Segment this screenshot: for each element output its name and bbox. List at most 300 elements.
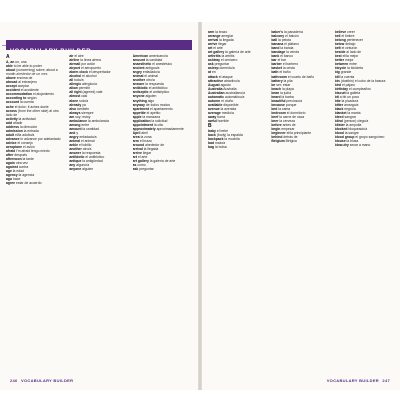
entry-term: animal (132, 74, 144, 79)
entry-definition: el antiséptico (149, 90, 170, 95)
entry-term: arrive (132, 151, 142, 156)
entry-term: art (208, 46, 213, 51)
entry-definition: otro/a (82, 147, 92, 152)
entry-definition: la avenida (220, 106, 237, 111)
entry-definition: añadir (12, 120, 23, 125)
entry-term: all right (69, 90, 82, 95)
entry-term: bicycle (334, 66, 347, 71)
entry-term: area (132, 134, 140, 139)
entry-definition: la ambulancia (88, 118, 109, 123)
entry-term: barber (271, 62, 282, 67)
entry-definition: el antibiótico (85, 155, 105, 160)
entry-term: arrive (208, 42, 218, 47)
entry-definition: el apetito (146, 110, 161, 115)
entry-definition: sangrar (344, 114, 356, 119)
entry-term: afternoon (6, 157, 22, 162)
entry-definition: Australia (223, 86, 237, 91)
entry-term: attractive (208, 78, 224, 83)
entry-definition: todo/a (74, 78, 84, 83)
entry-term: antique (69, 159, 82, 164)
entry-term: am (69, 114, 75, 119)
entry-term: awful (208, 119, 217, 124)
section-header (6, 40, 192, 55)
entry-definition: de todos modos (145, 102, 171, 107)
entry-term: across (6, 108, 17, 113)
entry-definition: la bolsa (214, 145, 227, 150)
entry-term: account (6, 100, 19, 105)
entry-term: ankle (69, 143, 78, 148)
entry-term: able (6, 64, 13, 69)
entry-term: agree (6, 181, 16, 186)
entry-definition: el antibiótico (148, 86, 168, 91)
entry-definition: el dormitorio (286, 110, 306, 115)
section-letter: B (208, 123, 212, 130)
entry-term: always (69, 110, 81, 115)
entry-definition: el animal (81, 138, 95, 143)
entry-term: art (132, 155, 137, 160)
entry-term: beautiful (271, 98, 286, 103)
entry-definition: el baño (279, 70, 291, 75)
entry-definition: la solicitud (151, 118, 168, 123)
entry-term: accept (6, 84, 17, 89)
entry-definition: también (77, 106, 90, 111)
entry-definition: como (137, 163, 146, 168)
entry-definition: (dustbin) el cubo de la basura (340, 78, 386, 83)
entry-definition: secar a mano (349, 143, 371, 148)
page-number: 246 (10, 378, 18, 383)
entry-definition: aproximadamente (156, 126, 184, 131)
entry-definition: arreglar (221, 34, 234, 39)
entry-definition: al lado de (346, 50, 362, 55)
entry-term: anything (132, 98, 147, 103)
entry-term: angry (132, 70, 142, 75)
entry-term: another (69, 147, 82, 152)
entry-term: advice (6, 140, 17, 145)
entry-term: biscuit (334, 90, 346, 95)
entry-term: avenue (208, 106, 220, 111)
right-page (202, 22, 400, 390)
entry-definition: (concerning) sobre; about a month (6, 68, 58, 77)
entry-term: black (334, 106, 344, 111)
entry-term: airport (69, 66, 81, 71)
entry-term: best (334, 54, 342, 59)
entry-definition: mejor (345, 58, 354, 63)
entry-term: battery (271, 78, 283, 83)
entry-definition: la dirección (19, 124, 38, 129)
entry-definition: la ampolla (345, 123, 362, 128)
entry-definition: porque (285, 102, 297, 107)
footer-label: VOCABULARY BUILDER (21, 378, 74, 383)
entry-term: advance (6, 136, 20, 141)
right-col-2 (271, 30, 330, 370)
entry-definition: el tobillo (78, 143, 92, 148)
entry-definition: el cenicero (221, 58, 238, 63)
entry-definition: la edad (12, 169, 24, 174)
entry-definition: (person) ciego/a (343, 119, 369, 124)
entry-term: answer (132, 82, 145, 87)
entry-definition: atractivo/a (224, 78, 240, 83)
entry-definition: la cuenta (19, 100, 34, 105)
entry-term: bird (334, 82, 342, 87)
entry-definition: el pájaro (342, 82, 356, 87)
entry-term: as (132, 163, 137, 168)
entry-term: bitter (334, 102, 344, 107)
entry-term: American (132, 54, 149, 58)
entry-definition: el balcón (285, 34, 299, 39)
entry-term: bath (271, 70, 279, 75)
entry-term: arrange (208, 34, 221, 39)
entry-definition: siempre (81, 110, 94, 115)
entry-term: belong (334, 38, 346, 43)
entry-term: arrival (208, 38, 219, 43)
entry-term: ache (6, 104, 14, 109)
entry-definition: la cantidad (82, 126, 99, 131)
entry-term: arrival (132, 147, 143, 152)
entry-definition: ya (82, 102, 86, 107)
entry-term: again (6, 161, 15, 166)
entry-definition: la llegada (143, 147, 159, 152)
entry-term: back (208, 133, 216, 138)
entry-definition: el aeropuerto (81, 66, 102, 71)
entry-term: abroad (6, 80, 18, 85)
entry-term: between (334, 62, 349, 67)
entry-term: blood group (334, 135, 355, 140)
entry-term: bank (271, 54, 280, 59)
entry-term: beginner (271, 131, 286, 136)
entry-definition: el/la principiante (286, 131, 312, 136)
entry-term: airmail (69, 62, 81, 67)
vocab-entry (271, 139, 330, 143)
entry-definition: la playa (282, 86, 294, 91)
entry-definition: la judía (280, 90, 292, 95)
entry-term: bedroom (271, 110, 286, 115)
entry-definition: la picadura (341, 98, 359, 103)
entry-definition: abril (141, 130, 148, 135)
section-title: VOCABULARY BUILDER (10, 49, 92, 55)
entry-term: A, an (6, 60, 15, 64)
entry-definition: la brazo (215, 30, 228, 34)
entry-term: another (132, 78, 146, 83)
entry-term: big (334, 70, 340, 75)
entry-definition: (from the other side) al otro lado de (6, 108, 59, 117)
entry-definition: medio/a (221, 110, 234, 115)
entry-definition: bloqueado/a (348, 127, 368, 132)
entry-definition: alguno/a (76, 163, 90, 168)
entry-term: art gallery (132, 159, 149, 164)
entry-term: approximately (132, 126, 156, 131)
entry-definition: malo/a (214, 141, 226, 146)
entry-term: ambulance (69, 118, 88, 123)
entry-definition: disponible (223, 102, 239, 107)
entry-term: blanket (334, 110, 347, 115)
vocab-entry (335, 143, 394, 147)
entry-term: blister (334, 123, 345, 128)
entry-term: antibiotic (69, 155, 85, 160)
entry-definition: agosto (220, 82, 231, 87)
entry-definition: el banco (280, 54, 294, 59)
entry-term: backpack (208, 137, 224, 142)
entry-definition: la banda (280, 46, 294, 51)
entry-definition: (body) la espalda (216, 133, 243, 138)
entry-term: air (69, 54, 74, 58)
entry-term: bandage (271, 50, 286, 55)
entry-term: bit (334, 94, 339, 99)
entry-term: address (6, 124, 20, 129)
entry-definition: la tarde (22, 157, 34, 162)
entry-definition: alguien (145, 94, 157, 99)
entry-definition: debajo (345, 42, 356, 47)
entry-term: Australia (208, 86, 223, 91)
entry-term: beef (271, 114, 279, 119)
entry-definition: el alcohol (82, 74, 97, 79)
entry-definition: creer (347, 30, 355, 34)
entry-term: band (271, 46, 280, 51)
entry-term: blind (334, 119, 343, 124)
entry-term: afraid (6, 149, 16, 154)
entry-term: available (208, 102, 223, 107)
entry-definition: la manta (347, 110, 361, 115)
entry-definition: enfadado/a (142, 70, 160, 75)
entry-definition: el barbero (282, 62, 299, 67)
entry-term: before (271, 123, 282, 128)
entry-term: and (69, 130, 76, 135)
entry-definition: el alojamiento (32, 92, 54, 97)
entry-term: birthday (334, 86, 349, 91)
entry-definition: estar de acuerdo (16, 181, 42, 186)
entry-definition: preguntar (214, 62, 230, 67)
entry-definition: el bebé (216, 129, 228, 134)
entry-term: activity (6, 116, 18, 121)
entry-definition: la línea aérea (80, 58, 101, 63)
entry-term: antiseptic (132, 90, 149, 95)
entry-definition: la manzana (142, 114, 160, 119)
entry-definition: alérgico/a (82, 82, 97, 87)
entry-term: Belgium (271, 139, 285, 144)
entry-term: anyone (69, 167, 82, 172)
entry-term: admission (6, 128, 23, 133)
entry-definition: la mochila (224, 137, 240, 142)
entry-term: art gallery (208, 50, 225, 55)
entry-term: angry (69, 134, 79, 139)
entry-term: antibiotic (132, 86, 148, 91)
entry-definition: encima de (16, 76, 33, 81)
entry-definition: la respuesta (81, 151, 101, 156)
entry-term: beach (271, 86, 282, 91)
left-columns (6, 54, 192, 370)
entry-definition: detrás de (283, 135, 298, 140)
entry-term: average (208, 110, 221, 115)
entry-term: asleep (208, 66, 219, 71)
entry-definition: (agreed) vale (82, 90, 103, 95)
entry-term: bad (208, 141, 215, 146)
entry-term: animal (69, 138, 81, 143)
entry-term: beer (271, 119, 279, 124)
left-col-1 (6, 54, 65, 370)
entry-definition: amargo/a (344, 102, 359, 107)
entry-term: bag (208, 145, 215, 150)
entry-definition: la respuesta (145, 82, 164, 87)
entry-definition: la panadería (284, 30, 303, 34)
entry-term: among (69, 122, 81, 127)
entry-term: baby (208, 129, 216, 134)
entry-definition: grande (340, 70, 352, 75)
entry-term: after (6, 153, 14, 158)
entry-term: apartment (132, 106, 150, 111)
entry-term: at (208, 70, 212, 75)
entry-definition: después (14, 153, 28, 158)
entry-term: accident (6, 88, 20, 93)
entry-definition: la bicicleta (347, 66, 363, 71)
entry-term: almost (69, 94, 81, 99)
entry-definition: la galería de arte (149, 159, 176, 164)
entry-definition: el cuarto de baño (287, 74, 315, 79)
right-col-3 (335, 30, 394, 370)
entry-term: attack (208, 74, 218, 79)
entry-definition: negro/a (344, 106, 356, 111)
entry-term: ashtray (208, 58, 221, 63)
entry-term: bar (271, 58, 277, 63)
entry-term: bed (271, 106, 278, 111)
entry-term: arm (208, 30, 215, 34)
entry-definition: el ataque (218, 74, 233, 79)
page-number: 247 (382, 378, 390, 383)
entry-definition: in advance por adelantado (20, 136, 61, 141)
vocab-entry (6, 68, 65, 76)
entry-definition: el/la adulto/a (15, 132, 35, 137)
entry-definition: I'm afraid tengo miedo (16, 149, 50, 154)
vocab-entry (208, 145, 267, 149)
entry-definition: enfadado/a (79, 134, 97, 139)
entry-definition: a bit un poco (339, 94, 360, 99)
entry-definition: horrible (217, 119, 229, 124)
entry-term: bathroom (271, 74, 287, 79)
entry-term: ask (132, 167, 139, 172)
left-col-3 (133, 54, 192, 370)
entry-term: also (69, 106, 77, 111)
entry-definition: la barba (281, 94, 294, 99)
entry-term: above (6, 76, 16, 81)
entry-definition: según (27, 96, 37, 101)
entry-term: amount (132, 58, 145, 63)
entry-definition: to be able to poder (13, 64, 43, 69)
entry-term: around (132, 143, 145, 148)
entry-term: bell (334, 34, 341, 39)
entry-term: autumn (208, 98, 221, 103)
left-col-2 (69, 54, 128, 370)
entry-term: beside (334, 50, 346, 55)
entry-definition: solo/a (79, 98, 89, 103)
entry-term: ago (6, 177, 13, 182)
entry-definition: la cerveza (279, 119, 295, 124)
entry-definition: soy; estoy (75, 114, 91, 119)
entry-definition: entre (349, 62, 357, 67)
entry-definition: otra vez (15, 161, 28, 166)
entry-term: all (69, 78, 74, 83)
entry-term: belt (334, 46, 341, 51)
entry-term: arthritis (208, 54, 221, 59)
entry-definition: otro/a (146, 78, 155, 83)
entry-definition: el apartamento (150, 106, 173, 111)
entry-term: ball (271, 38, 278, 43)
entry-term: against (6, 165, 18, 170)
entry-definition: la carne de vaca (279, 114, 305, 119)
entry-definition: el/la mejor (342, 54, 359, 59)
left-page (0, 22, 198, 390)
entry-definition: la pila (283, 78, 293, 83)
entry-definition: preguntar (139, 167, 154, 172)
entry-definition: el dolor; it aches duele (14, 104, 49, 109)
entry-definition: automático/a (224, 94, 245, 99)
entry-definition: el otoño (221, 98, 234, 103)
entry-definition: el cumpleaños (349, 86, 371, 91)
vocab-entry (6, 109, 65, 117)
entry-term: alone (69, 98, 79, 103)
entry-definition: el aire (74, 54, 84, 58)
entry-term: because (271, 102, 285, 107)
entry-definition: la pelota (278, 38, 291, 43)
entry-term: appointment (132, 122, 153, 127)
entry-definition: el plátano (284, 42, 299, 47)
entry-term: blocked (334, 127, 348, 132)
entry-definition: pertenecer (346, 38, 363, 43)
entry-definition: antes de (282, 123, 296, 128)
entry-definition: el arte (213, 46, 223, 51)
entry-term: blow-dry (334, 143, 349, 148)
entry-definition: casi (81, 94, 88, 99)
vocab-entry (69, 167, 128, 171)
entry-term: Australian (208, 90, 225, 95)
entry-definition: la agencia (18, 173, 35, 178)
entry-term: below (334, 42, 345, 47)
section-letter: A (6, 54, 10, 60)
entry-term: begin (271, 127, 281, 132)
entry-term: anyway (132, 102, 145, 107)
entry-term: believe (334, 30, 347, 34)
entry-definition: la zona (140, 134, 152, 139)
entry-definition: la artritis (221, 54, 235, 59)
entry-definition: el animal (144, 74, 158, 79)
entry-term: application (132, 118, 151, 123)
entry-definition: dormido/a (219, 66, 235, 71)
entry-term: according to (6, 96, 27, 101)
entry-term: add (6, 120, 13, 125)
entry-term: any (69, 163, 76, 168)
entry-term: balcony (271, 34, 285, 39)
entry-definition: algo (147, 98, 155, 103)
entry-definition: la cita (153, 122, 163, 127)
vocab-entry (133, 167, 192, 171)
entry-term: ask (208, 62, 214, 67)
entry-term: anaesthetic (132, 62, 152, 67)
entry-term: August (208, 82, 220, 87)
entry-term: alcohol (69, 74, 82, 79)
entry-term: accommodation (6, 92, 32, 97)
entry-term: anyone (132, 94, 145, 99)
entry-term: basket (271, 66, 283, 71)
entry-definition: contra (18, 165, 29, 170)
entry-definition: al extranjero (18, 80, 37, 85)
entry-definition: Bélgica (285, 139, 297, 144)
entry-term: adult (6, 132, 15, 137)
entry-definition: llegar (218, 42, 227, 47)
entry-term: bite (334, 98, 341, 103)
entry-definition: ser; estar (276, 82, 291, 87)
entry-term: appetite (132, 110, 146, 115)
entry-term: allow (69, 86, 78, 91)
entry-term: behind (271, 135, 283, 140)
entry-term: already (69, 102, 82, 107)
entry-term: ancient (132, 66, 145, 71)
